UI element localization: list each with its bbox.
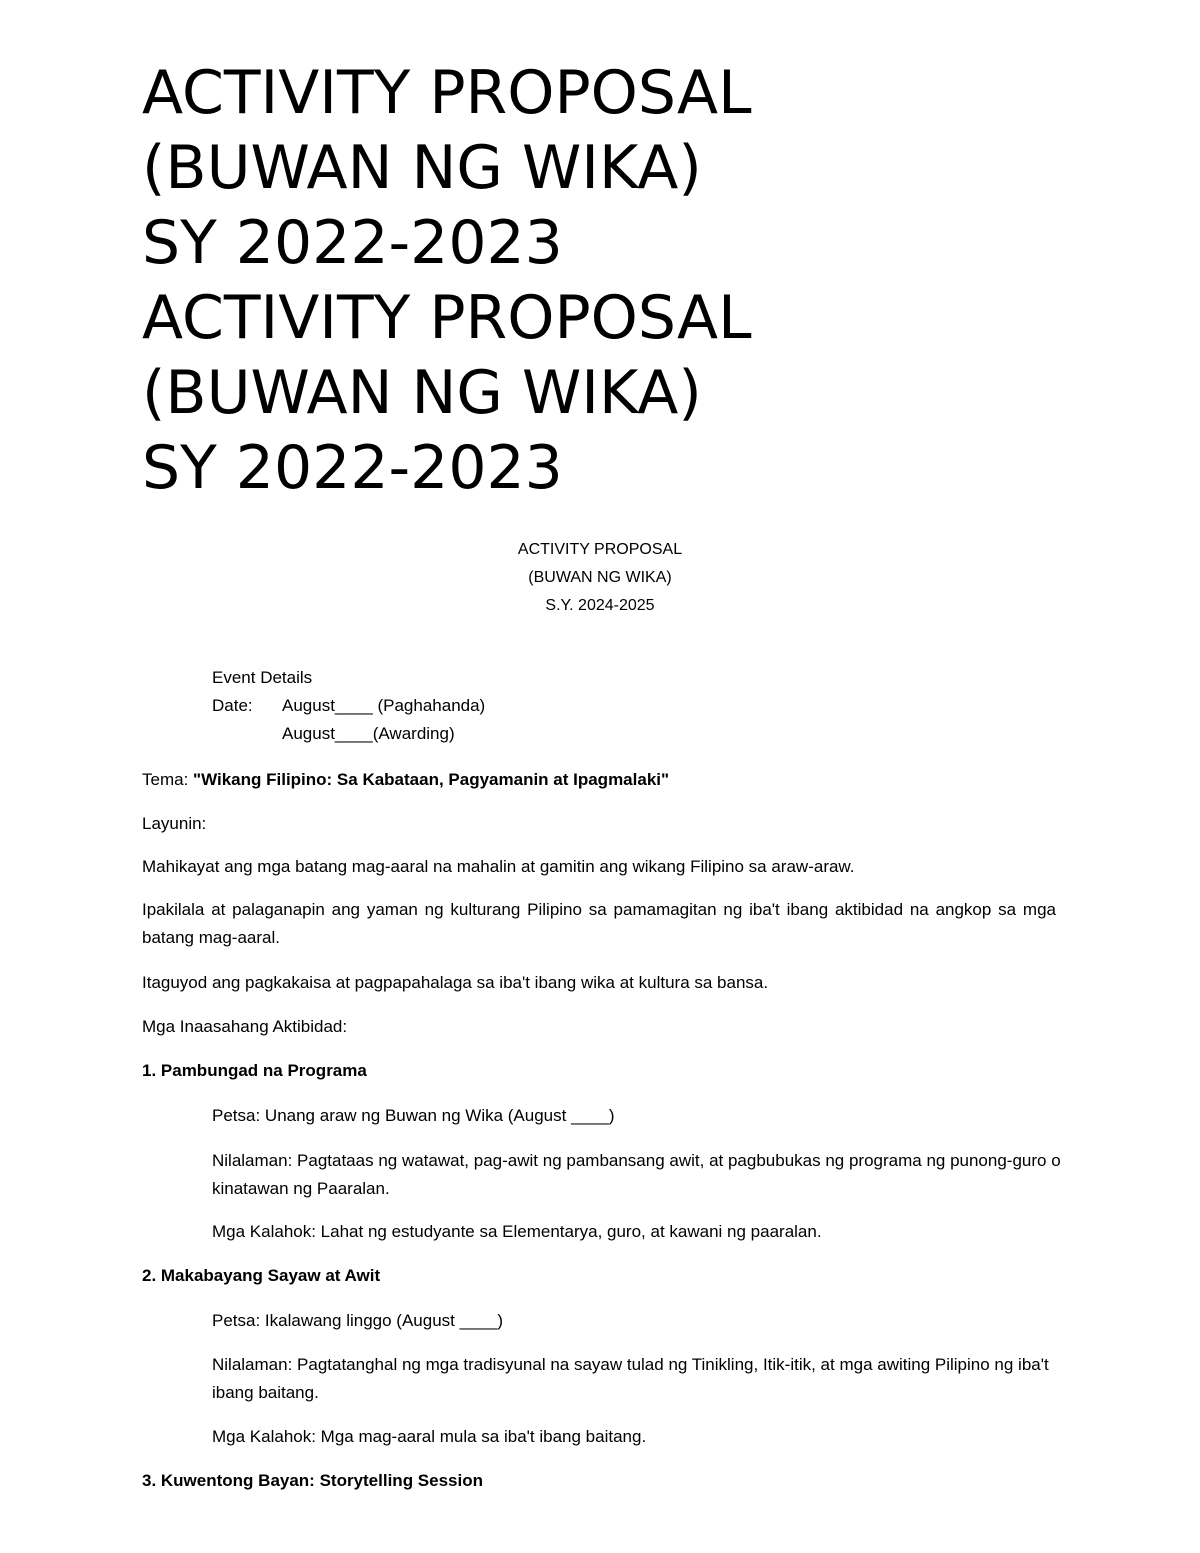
objective-item: Mahikayat ang mga batang mag-aaral na mahalin at gamitin ang wikang Filipino sa araw-araw. — [142, 857, 855, 876]
objective-item: Itaguyod ang pagkakaisa at pagpapahalaga sa iba't ibang wika at kultura sa bansa. — [142, 973, 769, 992]
activities-label: Mga Inaasahang Aktibidad: — [142, 1017, 348, 1036]
header-line-1: ACTIVITY PROPOSAL — [517, 541, 683, 558]
activity-participants: Mga Kalahok: Mga mag-aaral mula sa iba't ibang baitang. — [212, 1427, 647, 1446]
large-title-line: SY 2022-2023 — [142, 433, 563, 503]
event-details-heading: Event Details — [212, 668, 313, 687]
objective-item: Ipakilala at palaganapin ang yaman ng kulturang Pilipino sa pamamagitan ng iba't ibang aktibidad na angkop sa mga batang mag-aaral. — [142, 900, 1056, 947]
theme-label: Tema: — [142, 770, 194, 789]
date-preparation: August____ (Paghahanda) — [282, 696, 486, 715]
activity-date: Petsa: Ikalawang linggo (August ____) — [212, 1311, 504, 1330]
activity-title: 1. Pambungad na Programa — [142, 1061, 367, 1080]
header-line-2: (BUWAN NG WIKA) — [528, 569, 672, 586]
theme-line — [142, 766, 669, 794]
activity-title: 3. Kuwentong Bayan: Storytelling Session — [142, 1471, 483, 1490]
header-line-3: S.Y. 2024-2025 — [545, 597, 655, 614]
objectives-label: Layunin: — [142, 814, 207, 833]
large-title-line: (BUWAN NG WIKA) — [142, 133, 702, 203]
activity-content: Nilalaman: Pagtataas ng watawat, pag-awit ng pambansang awit, at pagbubukas ng programa ng punong-guro o kinatawan ng Paaralan. — [212, 1151, 1061, 1198]
large-title-block — [142, 56, 752, 506]
activity-participants: Mga Kalahok: Lahat ng estudyante sa Elementarya, guro, at kawani ng paaralan. — [212, 1222, 822, 1241]
large-title-line: (BUWAN NG WIKA) — [142, 358, 702, 428]
date-awarding: August____(Awarding) — [282, 724, 455, 743]
date-label: Date: — [212, 696, 253, 715]
activity-content: Nilalaman: Pagtatanghal ng mga tradisyunal na sayaw tulad ng Tinikling, Itik-itik, at mga awiting Pilipino ng iba't ibang baitang. — [212, 1355, 1049, 1402]
large-title-line: ACTIVITY PROPOSAL — [142, 58, 752, 128]
theme-value: "Wikang Filipino: Sa Kabataan, Pagyamanin at Ipagmalaki" — [193, 770, 670, 789]
activity-title: 2. Makabayang Sayaw at Awit — [142, 1266, 381, 1285]
proposal-header — [0, 536, 1200, 620]
activity-date: Petsa: Unang araw ng Buwan ng Wika (August ____) — [212, 1106, 615, 1125]
large-title-line: ACTIVITY PROPOSAL — [142, 283, 752, 353]
large-title-line: SY 2022-2023 — [142, 208, 563, 278]
